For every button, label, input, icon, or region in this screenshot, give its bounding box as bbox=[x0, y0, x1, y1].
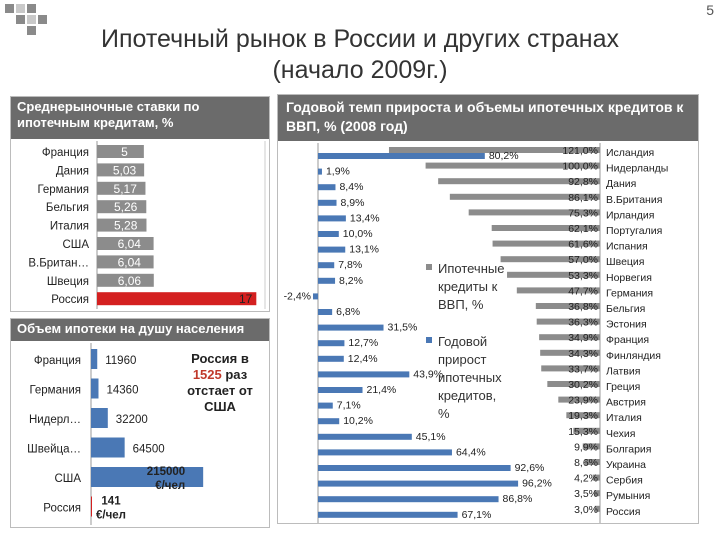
percapita-value-label: 215000 bbox=[146, 466, 186, 478]
percapita-value-label: 64500 bbox=[132, 443, 165, 456]
legend-line: кредиты к bbox=[438, 279, 498, 294]
decor-square bbox=[27, 4, 36, 13]
gdp-category-label: Греция bbox=[606, 381, 641, 393]
gdp-gray-value-label: 33,7% bbox=[568, 363, 598, 376]
gdp-gray-value-label: 3,5% bbox=[574, 488, 598, 501]
gdp-gray-value-label: 8,6% bbox=[574, 457, 598, 469]
legend-label-growth bbox=[438, 333, 502, 423]
russia-callout bbox=[175, 351, 265, 415]
decor-square bbox=[16, 4, 25, 13]
gdp-blue-bar bbox=[318, 403, 333, 409]
percapita-category-label: Франция bbox=[33, 355, 81, 367]
gdp-category-label: Россия bbox=[606, 505, 641, 518]
gdp-category-label: Эстония bbox=[606, 318, 647, 331]
gdp-blue-value-label: 96,2% bbox=[522, 477, 552, 490]
gdp-category-label: Бельгия bbox=[606, 303, 646, 315]
percapita-category-label: США bbox=[54, 473, 81, 485]
legend-line: ВВП, % bbox=[438, 297, 484, 312]
gdp-category-label: Нидерланды bbox=[606, 162, 669, 175]
rates-category-label: Швеция bbox=[46, 275, 89, 288]
gdp-blue-bar bbox=[318, 481, 518, 487]
gdp-gray-value-label: 61,6% bbox=[568, 238, 598, 251]
gdp-blue-bar bbox=[318, 325, 384, 331]
gdp-panel bbox=[277, 94, 699, 524]
gdp-blue-value-label: 45,1% bbox=[415, 430, 446, 443]
gdp-blue-value-label: 67,1% bbox=[461, 508, 492, 521]
gdp-blue-bar bbox=[318, 434, 412, 440]
callout-number: 1525 bbox=[192, 367, 222, 382]
gdp-blue-value-label: 7,8% bbox=[338, 259, 363, 272]
percapita-panel bbox=[10, 318, 270, 528]
gdp-blue-value-label: 6,8% bbox=[336, 306, 361, 318]
legend-line: прирост bbox=[438, 352, 487, 367]
decor-square bbox=[27, 26, 36, 35]
gdp-blue-bar bbox=[318, 247, 345, 253]
percapita-category-label: Швейца… bbox=[27, 443, 81, 456]
rates-value-label: 5,28 bbox=[114, 218, 138, 233]
gdp-gray-value-label: 15,3% bbox=[568, 425, 598, 438]
gdp-category-label: Дания bbox=[606, 178, 637, 191]
gdp-blue-value-label: 92,6% bbox=[514, 462, 545, 474]
gdp-gray-value-label: 23,9% bbox=[568, 394, 598, 407]
rates-value-label: 6,06 bbox=[117, 273, 142, 288]
gdp-blue-bar bbox=[318, 262, 334, 268]
gdp-blue-bar bbox=[313, 293, 318, 299]
gdp-gray-value-label: 62,1% bbox=[568, 223, 598, 235]
gdp-blue-value-label: 13,4% bbox=[349, 212, 380, 225]
percapita-bar bbox=[91, 349, 97, 369]
gdp-blue-value-label: 13,1% bbox=[349, 243, 380, 256]
gdp-blue-value-label: 64,4% bbox=[455, 446, 486, 459]
gdp-category-label: Болгария bbox=[606, 443, 652, 456]
gdp-blue-bar bbox=[318, 215, 346, 221]
rates-value-label: 5,03 bbox=[112, 163, 137, 178]
rates-bar bbox=[97, 292, 256, 305]
gdp-blue-bar bbox=[318, 465, 511, 471]
gdp-category-label: Франция bbox=[606, 334, 650, 347]
percapita-category-label: Россия bbox=[43, 502, 81, 515]
gdp-blue-value-label: 8,2% bbox=[339, 274, 363, 287]
gdp-blue-bar bbox=[318, 153, 485, 159]
page-number: 5 bbox=[706, 2, 714, 18]
rates-value-label: 5 bbox=[121, 145, 128, 159]
gdp-gray-value-label: 4,2% bbox=[574, 472, 598, 485]
gdp-blue-value-label: 43,9% bbox=[413, 368, 444, 381]
gdp-blue-bar bbox=[318, 184, 335, 190]
percapita-value-unit: €/чел bbox=[96, 509, 126, 522]
gdp-category-label: Германия bbox=[606, 287, 654, 300]
gdp-blue-value-label: 1,9% bbox=[325, 165, 350, 178]
gdp-gray-value-label: 36,8% bbox=[568, 301, 598, 313]
gdp-blue-bar bbox=[318, 356, 344, 362]
percapita-bar bbox=[91, 408, 108, 428]
gdp-blue-bar bbox=[318, 309, 332, 315]
decor-square bbox=[27, 15, 36, 24]
gdp-blue-value-label: 10,2% bbox=[343, 415, 373, 428]
gdp-blue-value-label: 80,2% bbox=[488, 150, 519, 162]
gdp-blue-value-label: 8,4% bbox=[339, 181, 364, 194]
gdp-blue-value-label: 31,5% bbox=[387, 321, 418, 334]
gdp-category-label: Латвия bbox=[606, 365, 641, 378]
gdp-blue-value-label: 7,1% bbox=[336, 399, 361, 412]
gdp-blue-bar bbox=[318, 418, 339, 424]
rates-category-label: Россия bbox=[51, 294, 89, 307]
callout-line2-rest: раз bbox=[221, 367, 248, 382]
gdp-gray-value-label: 53,3% bbox=[568, 269, 598, 282]
rates-category-label: Франция bbox=[41, 147, 89, 159]
gdp-blue-value-label: 86,8% bbox=[502, 493, 533, 506]
percapita-value-label: 11960 bbox=[105, 355, 137, 367]
gdp-gray-value-label: 57,0% bbox=[568, 254, 598, 267]
gdp-category-label: Румыния bbox=[606, 490, 651, 503]
percapita-value-unit: €/чел bbox=[155, 480, 186, 492]
gdp-blue-value-label: 8,9% bbox=[340, 196, 365, 209]
gdp-gray-value-label: 34,3% bbox=[568, 347, 598, 360]
gdp-gray-value-label: 9,9% bbox=[574, 441, 598, 454]
legend-label-mortgage-gdp bbox=[438, 260, 504, 314]
rates-category-label: В.Британ… bbox=[28, 257, 89, 270]
rates-panel bbox=[10, 96, 270, 312]
gdp-blue-value-label: 21,4% bbox=[366, 384, 397, 396]
gdp-gray-value-label: 19,3% bbox=[568, 410, 598, 423]
gdp-gray-value-label: 36,3% bbox=[568, 316, 598, 329]
gdp-blue-bar bbox=[318, 449, 452, 455]
gdp-category-label: Норвегия bbox=[606, 271, 652, 284]
gdp-gray-value-label: 30,2% bbox=[568, 379, 598, 391]
gdp-category-label: В.Британия bbox=[606, 193, 663, 206]
gdp-category-label: Италия bbox=[606, 412, 642, 425]
rates-value-label: 5,26 bbox=[113, 200, 138, 215]
gdp-category-label: Португалия bbox=[606, 225, 663, 237]
legend-line: Ипотечные bbox=[438, 261, 505, 276]
gdp-blue-bar bbox=[318, 496, 499, 502]
rates-value-label: 17 bbox=[238, 292, 253, 307]
gdp-blue-bar bbox=[318, 512, 458, 518]
gdp-gray-value-label: 121,0% bbox=[562, 145, 598, 157]
gdp-gray-value-label: 92,8% bbox=[568, 176, 598, 189]
gdp-category-label: Чехия bbox=[606, 427, 636, 440]
rates-value-label: 6,04 bbox=[117, 237, 141, 251]
rates-value-label: 5,17 bbox=[113, 181, 137, 196]
gdp-blue-bar bbox=[318, 371, 409, 377]
gdp-blue-value-label: 10,0% bbox=[342, 228, 373, 240]
slide-title-line1: Ипотечный рынок в России и других странах bbox=[101, 25, 619, 53]
callout-line1: Россия в bbox=[191, 351, 249, 366]
decor-square bbox=[38, 15, 47, 24]
gdp-gray-value-label: 34,9% bbox=[568, 332, 598, 345]
legend-line: ипотечных bbox=[438, 370, 502, 385]
gdp-blue-bar bbox=[318, 231, 339, 237]
gdp-blue-value-label: 12,4% bbox=[347, 352, 378, 365]
legend-swatch-gray bbox=[426, 264, 432, 270]
decor-square bbox=[5, 4, 14, 13]
gdp-gray-value-label: 100,0% bbox=[562, 160, 598, 173]
gdp-gray-value-label: 75,3% bbox=[568, 207, 598, 220]
gdp-gray-value-label: 47,7% bbox=[568, 285, 598, 298]
gdp-gray-value-label: 3,0% bbox=[574, 503, 598, 516]
legend-line: Годовой bbox=[438, 334, 488, 349]
gdp-blue-bar bbox=[318, 387, 363, 393]
gdp-gray-value-label: 86,1% bbox=[568, 191, 598, 204]
slide-title bbox=[40, 24, 680, 86]
percapita-bar bbox=[91, 438, 125, 458]
gdp-category-label: Швеция bbox=[606, 256, 645, 269]
rates-category-label: Германия bbox=[37, 183, 89, 196]
percapita-value-label: 32200 bbox=[115, 414, 148, 426]
percapita-bar bbox=[91, 379, 98, 399]
slide-title-line2: (начало 2009г.) bbox=[272, 56, 448, 84]
percapita-category-label: Нидерл… bbox=[28, 414, 81, 426]
rates-category-label: США bbox=[62, 239, 89, 251]
gdp-category-label: Украина bbox=[606, 459, 646, 471]
percapita-value-label: 141 bbox=[101, 495, 121, 508]
gdp-category-label: Исландия bbox=[606, 147, 655, 159]
rates-chart-title: Среднерыночные ставки по ипотечным кредитам, % bbox=[11, 97, 269, 139]
gdp-chart-title: Годовой темп прироста и объемы ипотечных кредитов к ВВП, % (2008 год) bbox=[278, 95, 698, 141]
gdp-category-label: Финляндия bbox=[606, 349, 661, 362]
rates-category-label: Дания bbox=[55, 165, 89, 178]
rates-value-label: 6,04 bbox=[117, 255, 141, 270]
gdp-category-label: Австрия bbox=[606, 396, 646, 409]
rates-category-label: Италия bbox=[49, 220, 89, 233]
callout-line3: отстает от bbox=[187, 383, 253, 398]
percapita-value-label: 14360 bbox=[106, 384, 139, 397]
rates-chart bbox=[11, 139, 269, 311]
gdp-blue-value-label: 12,7% bbox=[348, 337, 379, 350]
gdp-blue-bar bbox=[318, 200, 337, 206]
legend-swatch-blue bbox=[426, 337, 432, 343]
gdp-blue-bar bbox=[318, 169, 322, 175]
gdp-blue-bar bbox=[318, 340, 344, 346]
percapita-chart-title: Объем ипотеки на душу населения bbox=[11, 319, 269, 341]
callout-line2 bbox=[175, 367, 265, 383]
gdp-category-label: Сербия bbox=[606, 474, 643, 487]
percapita-bar bbox=[91, 497, 92, 517]
percapita-category-label: Германия bbox=[29, 384, 81, 397]
gdp-blue-value-label: -2,4% bbox=[283, 290, 312, 303]
decor-square bbox=[16, 15, 25, 24]
gdp-blue-bar bbox=[318, 278, 335, 284]
callout-line4: США bbox=[204, 399, 236, 414]
rates-category-label: Бельгия bbox=[45, 202, 89, 215]
gdp-category-label: Испания bbox=[606, 240, 648, 253]
legend-line: кредитов, % bbox=[438, 388, 497, 421]
gdp-category-label: Ирландия bbox=[606, 209, 655, 222]
